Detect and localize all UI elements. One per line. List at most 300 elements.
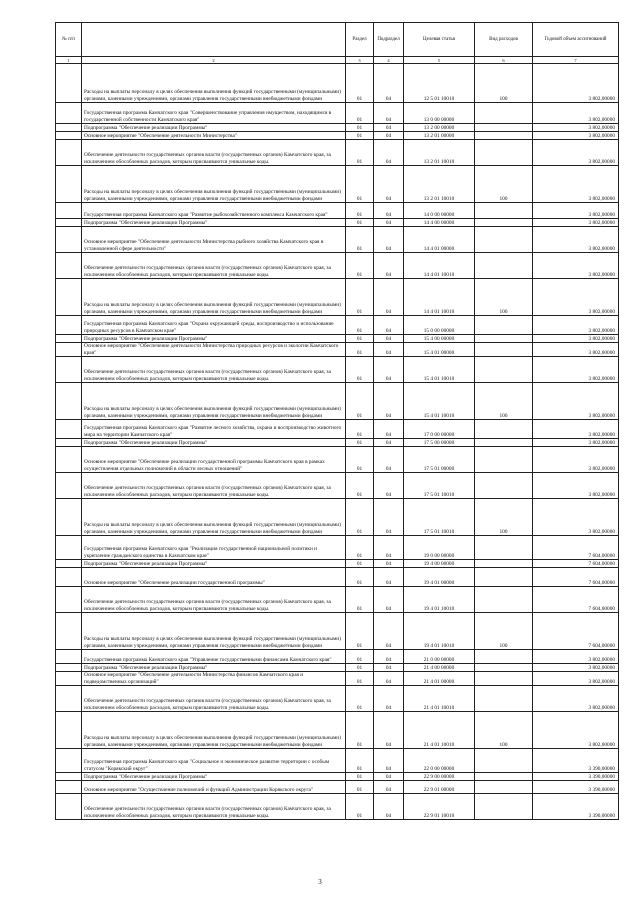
cell-name: Основное мероприятие "Обеспечение деятельности Министерства" xyxy=(82,132,346,140)
cell-razdel: 01 xyxy=(346,568,374,587)
table-body xyxy=(56,64,619,820)
cell-expense-type: 100 xyxy=(475,712,533,749)
table-row xyxy=(56,140,619,166)
cell-expense-type xyxy=(475,536,533,560)
cell-target-article: 13 2 00 00000 xyxy=(404,124,475,132)
cell-name: Расходы на выплаты персоналу в целях обеспечения выполнения функций государственными (муниципальными) органами, казенными учреждениями, органами управления государственными внебюджетными фондами xyxy=(82,279,346,316)
table-row xyxy=(56,253,619,279)
cell-target-article: 19 4 01 00000 xyxy=(404,568,475,587)
cell-podrazdel: 04 xyxy=(374,64,404,103)
cell-number xyxy=(56,447,82,473)
table-row xyxy=(56,219,619,227)
cell-name: Основное мероприятие "Обеспечение деятельности Министерства финансов Камчатского края и подведомственных организаций" xyxy=(82,672,346,686)
header-podrazdel: Подраздел xyxy=(374,23,404,57)
cell-name: Основное мероприятие "Обеспечение реализации государственной программы" xyxy=(82,568,346,587)
cell-razdel: 01 xyxy=(346,672,374,686)
cell-name: Расходы на выплаты персоналу в целях обеспечения выполнения функций государственными (муниципальными) органами, казенными учреждениями, органами управления государственными внебюджетными фондами xyxy=(82,64,346,103)
cell-number xyxy=(56,613,82,650)
table-row xyxy=(56,420,619,439)
column-number: 7 xyxy=(533,57,619,64)
cell-expense-type: 100 xyxy=(475,64,533,103)
column-number-row xyxy=(56,57,619,64)
cell-target-article: 17 5 00 00000 xyxy=(404,439,475,447)
cell-number xyxy=(56,568,82,587)
cell-number xyxy=(56,219,82,227)
cell-expense-type xyxy=(475,781,533,794)
cell-razdel: 01 xyxy=(346,227,374,253)
cell-razdel: 01 xyxy=(346,664,374,672)
cell-expense-type xyxy=(475,132,533,140)
cell-expense-type: 100 xyxy=(475,166,533,203)
table-row xyxy=(56,672,619,686)
cell-target-article: 15 4 01 00000 xyxy=(404,343,475,357)
cell-razdel: 01 xyxy=(346,447,374,473)
cell-expense-type xyxy=(475,253,533,279)
cell-name: Подпрограмма "Обеспечение реализации Программы" xyxy=(82,124,346,132)
cell-expense-type xyxy=(475,124,533,132)
cell-target-article: 12 5 01 10010 xyxy=(404,64,475,103)
cell-target-article: 15 4 00 00000 xyxy=(404,335,475,343)
cell-target-article: 22 9 01 10010 xyxy=(404,794,475,820)
cell-number xyxy=(56,773,82,781)
cell-number xyxy=(56,124,82,132)
cell-target-article: 13 2 01 10010 xyxy=(404,140,475,166)
cell-number xyxy=(56,316,82,335)
cell-razdel: 01 xyxy=(346,560,374,568)
cell-name: Расходы на выплаты персоналу в целях обеспечения выполнения функций государственными (муниципальными) органами, казенными учреждениями, органами управления государственными внебюджетными фондами xyxy=(82,613,346,650)
cell-target-article: 19 4 01 10010 xyxy=(404,587,475,613)
table-row xyxy=(56,587,619,613)
cell-number xyxy=(56,794,82,820)
cell-podrazdel: 04 xyxy=(374,335,404,343)
cell-annual-amount: 7 604,00000 xyxy=(533,536,619,560)
cell-number xyxy=(56,439,82,447)
cell-name: Государственная программа Камчатского края "Охрана окружающей среды, воспроизводство и использование природных ресурсов в Камчатском крае" xyxy=(82,316,346,335)
cell-number xyxy=(56,203,82,219)
cell-target-article: 14 4 01 10010 xyxy=(404,253,475,279)
cell-target-article: 21 4 00 00000 xyxy=(404,664,475,672)
cell-annual-amount: 3 390,00000 xyxy=(533,794,619,820)
cell-name: Обеспечение деятельности государственных органов власти (государственных органов) Камчатского края, за исключением обособленных расходов, которым присваиваются уникальные коды. xyxy=(82,357,346,383)
cell-name: Государственная программа Камчатского края "Развитие рыбохозяйственного комплекса Камчатского края" xyxy=(82,203,346,219)
cell-annual-amount: 3 390,00000 xyxy=(533,781,619,794)
cell-annual-amount: 7 604,00000 xyxy=(533,560,619,568)
cell-annual-amount: 3 802,00000 xyxy=(533,686,619,712)
cell-expense-type: 100 xyxy=(475,383,533,420)
table-row xyxy=(56,749,619,773)
header-razdel: Раздел xyxy=(346,23,374,57)
cell-annual-amount: 3 802,00000 xyxy=(533,650,619,664)
cell-annual-amount: 3 802,00000 xyxy=(533,357,619,383)
cell-name: Расходы на выплаты персоналу в целях обеспечения выполнения функций государственными (муниципальными) органами, казенными учреждениями, органами управления государственными внебюджетными фондами xyxy=(82,383,346,420)
cell-name: Подпрограмма "Обеспечение реализации Программы" xyxy=(82,219,346,227)
table-row xyxy=(56,166,619,203)
cell-number xyxy=(56,343,82,357)
cell-name: Обеспечение деятельности государственных органов власти (государственных органов) Камчатского края, за исключением обособленных расходов, которым присваиваются уникальные коды. xyxy=(82,253,346,279)
cell-podrazdel: 04 xyxy=(374,253,404,279)
cell-name: Государственная программа Камчатского края "Развитие лесного хозяйства, охрана и воспроизводство животного мира на территории Камчатского края" xyxy=(82,420,346,439)
cell-podrazdel: 04 xyxy=(374,650,404,664)
cell-annual-amount: 3 802,00000 xyxy=(533,664,619,672)
cell-number xyxy=(56,166,82,203)
cell-podrazdel: 04 xyxy=(374,357,404,383)
cell-podrazdel: 04 xyxy=(374,103,404,124)
cell-number xyxy=(56,536,82,560)
cell-razdel: 01 xyxy=(346,64,374,103)
table-row xyxy=(56,536,619,560)
table-row xyxy=(56,664,619,672)
cell-target-article: 21 4 01 10010 xyxy=(404,712,475,749)
cell-annual-amount: 7 604,00000 xyxy=(533,587,619,613)
cell-expense-type xyxy=(475,749,533,773)
cell-annual-amount: 3 802,00000 xyxy=(533,124,619,132)
cell-name: Государственная программа Камчатского края "Реализация государственной национальной политики и укрепление гражданского единства в Камчатском крае" xyxy=(82,536,346,560)
table-row xyxy=(56,560,619,568)
cell-podrazdel: 04 xyxy=(374,219,404,227)
table-row xyxy=(56,203,619,219)
cell-annual-amount: 3 802,00000 xyxy=(533,219,619,227)
cell-name: Расходы на выплаты персоналу в целях обеспечения выполнения функций государственными (муниципальными) органами, казенными учреждениями, органами управления государственными внебюджетными фондами xyxy=(82,166,346,203)
table-row xyxy=(56,64,619,103)
cell-target-article: 22 0 00 00000 xyxy=(404,749,475,773)
cell-annual-amount: 3 802,00000 xyxy=(533,712,619,749)
cell-expense-type: 100 xyxy=(475,279,533,316)
table-row xyxy=(56,686,619,712)
cell-number xyxy=(56,499,82,536)
cell-target-article: 15 0 00 00000 xyxy=(404,316,475,335)
cell-target-article: 21 4 01 00000 xyxy=(404,672,475,686)
cell-name: Обеспечение деятельности государственных органов власти (государственных органов) Камчатского края, за исключением обособленных расходов, которым присваиваются уникальные коды. xyxy=(82,140,346,166)
cell-razdel: 01 xyxy=(346,587,374,613)
cell-annual-amount: 3 802,00000 xyxy=(533,383,619,420)
header-number: № п/п xyxy=(56,23,82,57)
cell-razdel: 01 xyxy=(346,140,374,166)
cell-podrazdel: 04 xyxy=(374,140,404,166)
cell-expense-type xyxy=(475,568,533,587)
cell-target-article: 15 4 01 10010 xyxy=(404,383,475,420)
cell-number xyxy=(56,712,82,749)
cell-expense-type xyxy=(475,343,533,357)
cell-expense-type xyxy=(475,672,533,686)
budget-table-sheet xyxy=(55,22,618,820)
cell-target-article: 19 0 00 00000 xyxy=(404,536,475,560)
cell-razdel: 01 xyxy=(346,749,374,773)
table-row xyxy=(56,124,619,132)
cell-podrazdel: 04 xyxy=(374,773,404,781)
table-header-row xyxy=(56,23,619,57)
cell-expense-type xyxy=(475,227,533,253)
cell-expense-type xyxy=(475,219,533,227)
cell-podrazdel: 04 xyxy=(374,227,404,253)
cell-name: Обеспечение деятельности государственных органов власти (государственных органов) Камчатского края, за исключением обособленных расходов, которым присваиваются уникальные коды. xyxy=(82,686,346,712)
cell-razdel: 01 xyxy=(346,343,374,357)
cell-podrazdel: 04 xyxy=(374,124,404,132)
cell-expense-type xyxy=(475,650,533,664)
cell-number xyxy=(56,664,82,672)
table-row xyxy=(56,773,619,781)
table-row xyxy=(56,447,619,473)
table-row xyxy=(56,383,619,420)
table-row xyxy=(56,473,619,499)
table-row xyxy=(56,439,619,447)
cell-number xyxy=(56,672,82,686)
table-row xyxy=(56,613,619,650)
cell-name: Государственная программа Камчатского края "Совершенствование управления имуществом, находящимся в государственной собственности Камчатского края" xyxy=(82,103,346,124)
cell-name: Обеспечение деятельности государственных органов власти (государственных органов) Камчатского края, за исключением обособленных расходов, которым присваиваются уникальные коды. xyxy=(82,794,346,820)
cell-target-article: 21 0 00 00000 xyxy=(404,650,475,664)
cell-annual-amount: 3 802,00000 xyxy=(533,166,619,203)
cell-podrazdel: 04 xyxy=(374,712,404,749)
table-row xyxy=(56,279,619,316)
cell-name: Основное мероприятие "Осуществление полномочий и функций Администрации Корякского округа" xyxy=(82,781,346,794)
cell-podrazdel: 04 xyxy=(374,203,404,219)
cell-annual-amount: 3 390,00000 xyxy=(533,749,619,773)
cell-number xyxy=(56,64,82,103)
cell-target-article: 21 4 01 10010 xyxy=(404,686,475,712)
table-row xyxy=(56,132,619,140)
cell-target-article: 14 0 00 00000 xyxy=(404,203,475,219)
cell-name: Основное мероприятие "Обеспечение деятельности Министерства рыбного хозяйства Камчатского края в установленной сфере деятельности" xyxy=(82,227,346,253)
cell-annual-amount: 3 802,00000 xyxy=(533,132,619,140)
cell-expense-type xyxy=(475,140,533,166)
cell-target-article: 22 9 01 00000 xyxy=(404,781,475,794)
cell-expense-type xyxy=(475,420,533,439)
cell-podrazdel: 04 xyxy=(374,316,404,335)
cell-razdel: 01 xyxy=(346,499,374,536)
cell-number xyxy=(56,103,82,124)
column-number: 6 xyxy=(475,57,533,64)
cell-annual-amount: 3 802,00000 xyxy=(533,253,619,279)
cell-razdel: 01 xyxy=(346,794,374,820)
page-number: 3 xyxy=(318,878,322,886)
cell-name: Государственная программа Камчатского края "Социальное и экономическое развитие территории с особым статусом "Корякский округ" xyxy=(82,749,346,773)
cell-annual-amount: 3 802,00000 xyxy=(533,335,619,343)
cell-razdel: 01 xyxy=(346,357,374,383)
cell-podrazdel: 04 xyxy=(374,473,404,499)
cell-name: Подпрограмма "Обеспечение реализации Программы" xyxy=(82,664,346,672)
table-row xyxy=(56,103,619,124)
table-row xyxy=(56,227,619,253)
cell-target-article: 14 4 01 10010 xyxy=(404,279,475,316)
cell-expense-type xyxy=(475,664,533,672)
cell-annual-amount: 3 802,00000 xyxy=(533,140,619,166)
cell-number xyxy=(56,587,82,613)
column-number: 1 xyxy=(56,57,82,64)
cell-target-article: 17 5 01 10010 xyxy=(404,499,475,536)
cell-target-article: 17 5 01 10010 xyxy=(404,473,475,499)
table-row xyxy=(56,650,619,664)
cell-podrazdel: 04 xyxy=(374,686,404,712)
cell-podrazdel: 04 xyxy=(374,587,404,613)
cell-expense-type xyxy=(475,439,533,447)
cell-number xyxy=(56,686,82,712)
cell-razdel: 01 xyxy=(346,686,374,712)
cell-annual-amount: 3 802,00000 xyxy=(533,343,619,357)
cell-razdel: 01 xyxy=(346,132,374,140)
table-row xyxy=(56,794,619,820)
cell-podrazdel: 04 xyxy=(374,794,404,820)
cell-annual-amount: 3 802,00000 xyxy=(533,316,619,335)
cell-razdel: 01 xyxy=(346,613,374,650)
cell-razdel: 01 xyxy=(346,219,374,227)
cell-annual-amount: 7 604,00000 xyxy=(533,568,619,587)
cell-name: Обеспечение деятельности государственных органов власти (государственных органов) Камчатского края, за исключением обособленных расходов, которым присваиваются уникальные коды. xyxy=(82,587,346,613)
cell-expense-type xyxy=(475,335,533,343)
cell-razdel: 01 xyxy=(346,473,374,499)
cell-number xyxy=(56,357,82,383)
cell-razdel: 01 xyxy=(346,712,374,749)
cell-expense-type xyxy=(475,447,533,473)
cell-target-article: 14 4 01 00000 xyxy=(404,227,475,253)
cell-target-article: 13 2 01 00000 xyxy=(404,132,475,140)
cell-target-article: 19 4 01 10010 xyxy=(404,613,475,650)
column-number: 5 xyxy=(404,57,475,64)
cell-podrazdel: 04 xyxy=(374,613,404,650)
cell-podrazdel: 04 xyxy=(374,568,404,587)
table-row xyxy=(56,568,619,587)
table-row xyxy=(56,712,619,749)
cell-name: Расходы на выплаты персоналу в целях обеспечения выполнения функций государственными (муниципальными) органами, казенными учреждениями, органами управления государственными внебюджетными фондами xyxy=(82,712,346,749)
column-number: 2 xyxy=(82,57,346,64)
cell-expense-type xyxy=(475,203,533,219)
cell-number xyxy=(56,650,82,664)
cell-razdel: 01 xyxy=(346,124,374,132)
cell-expense-type xyxy=(475,587,533,613)
cell-name: Основное мероприятие "Обеспечение реализации государственной программы Камчатского края в рамках осуществления отдельных полномочий в области лесных отношений" xyxy=(82,447,346,473)
table-row xyxy=(56,781,619,794)
cell-number xyxy=(56,253,82,279)
column-number: 4 xyxy=(374,57,404,64)
header-target-article: Целевая статья xyxy=(404,23,475,57)
cell-razdel: 01 xyxy=(346,166,374,203)
cell-name: Подпрограмма "Обеспечение реализации Программы" xyxy=(82,335,346,343)
cell-target-article: 13 0 00 00000 xyxy=(404,103,475,124)
cell-annual-amount: 3 802,00000 xyxy=(533,64,619,103)
table-row xyxy=(56,316,619,335)
cell-razdel: 01 xyxy=(346,650,374,664)
header-expense-type: Вид расходов xyxy=(475,23,533,57)
cell-annual-amount: 3 802,00000 xyxy=(533,279,619,316)
cell-expense-type xyxy=(475,686,533,712)
cell-target-article: 13 2 01 10010 xyxy=(404,166,475,203)
cell-expense-type xyxy=(475,773,533,781)
cell-podrazdel: 04 xyxy=(374,420,404,439)
cell-podrazdel: 04 xyxy=(374,343,404,357)
cell-razdel: 01 xyxy=(346,279,374,316)
cell-expense-type xyxy=(475,316,533,335)
table-row xyxy=(56,343,619,357)
cell-podrazdel: 04 xyxy=(374,132,404,140)
cell-number xyxy=(56,132,82,140)
cell-razdel: 01 xyxy=(346,335,374,343)
cell-expense-type xyxy=(475,103,533,124)
cell-expense-type xyxy=(475,794,533,820)
cell-number xyxy=(56,335,82,343)
cell-annual-amount: 3 802,00000 xyxy=(533,499,619,536)
cell-number xyxy=(56,749,82,773)
cell-podrazdel: 04 xyxy=(374,536,404,560)
budget-table xyxy=(55,22,619,820)
cell-razdel: 01 xyxy=(346,773,374,781)
cell-expense-type xyxy=(475,473,533,499)
cell-number xyxy=(56,383,82,420)
cell-number xyxy=(56,227,82,253)
cell-annual-amount: 3 802,00000 xyxy=(533,672,619,686)
cell-expense-type xyxy=(475,560,533,568)
cell-podrazdel: 04 xyxy=(374,499,404,536)
cell-podrazdel: 04 xyxy=(374,672,404,686)
cell-name: Подпрограмма "Обеспечение реализации Программы" xyxy=(82,773,346,781)
cell-annual-amount: 3 802,00000 xyxy=(533,227,619,253)
cell-annual-amount: 3 390,00000 xyxy=(533,773,619,781)
cell-target-article: 17 0 00 00000 xyxy=(404,420,475,439)
cell-razdel: 01 xyxy=(346,253,374,279)
cell-number xyxy=(56,473,82,499)
cell-annual-amount: 3 802,00000 xyxy=(533,103,619,124)
cell-razdel: 01 xyxy=(346,203,374,219)
cell-razdel: 01 xyxy=(346,103,374,124)
cell-razdel: 01 xyxy=(346,439,374,447)
cell-razdel: 01 xyxy=(346,781,374,794)
cell-podrazdel: 04 xyxy=(374,166,404,203)
table-row xyxy=(56,335,619,343)
cell-target-article: 22 9 00 00000 xyxy=(404,773,475,781)
cell-podrazdel: 04 xyxy=(374,749,404,773)
cell-podrazdel: 04 xyxy=(374,781,404,794)
cell-annual-amount: 3 802,00000 xyxy=(533,203,619,219)
column-number: 3 xyxy=(346,57,374,64)
cell-annual-amount: 3 802,00000 xyxy=(533,439,619,447)
cell-name: Государственная программа Камчатского края "Управление государственными финансами Камчатского края" xyxy=(82,650,346,664)
cell-number xyxy=(56,560,82,568)
header-annual-amount: Годовой объем ассигнований xyxy=(533,23,619,57)
table-row xyxy=(56,499,619,536)
cell-razdel: 01 xyxy=(346,420,374,439)
cell-annual-amount: 3 802,00000 xyxy=(533,447,619,473)
cell-name: Обеспечение деятельности государственных органов власти (государственных органов) Камчатского края, за исключением обособленных расходов, которым присваиваются уникальные коды. xyxy=(82,473,346,499)
cell-target-article: 15 4 01 10010 xyxy=(404,357,475,383)
cell-target-article: 17 5 01 00000 xyxy=(404,447,475,473)
cell-number xyxy=(56,781,82,794)
cell-razdel: 01 xyxy=(346,383,374,420)
cell-annual-amount: 3 802,00000 xyxy=(533,420,619,439)
cell-podrazdel: 04 xyxy=(374,447,404,473)
cell-podrazdel: 04 xyxy=(374,383,404,420)
cell-name: Подпрограмма "Обеспечение реализации Программы" xyxy=(82,560,346,568)
cell-expense-type xyxy=(475,357,533,383)
cell-expense-type: 100 xyxy=(475,613,533,650)
cell-number xyxy=(56,420,82,439)
cell-annual-amount: 3 802,00000 xyxy=(533,473,619,499)
cell-number xyxy=(56,279,82,316)
cell-podrazdel: 04 xyxy=(374,664,404,672)
cell-expense-type: 100 xyxy=(475,499,533,536)
cell-annual-amount: 7 604,00000 xyxy=(533,613,619,650)
cell-podrazdel: 04 xyxy=(374,279,404,316)
cell-target-article: 19 4 00 00000 xyxy=(404,560,475,568)
header-name xyxy=(82,23,346,57)
cell-podrazdel: 04 xyxy=(374,560,404,568)
cell-razdel: 01 xyxy=(346,316,374,335)
cell-razdel: 01 xyxy=(346,536,374,560)
cell-podrazdel: 04 xyxy=(374,439,404,447)
cell-target-article: 14 4 00 00000 xyxy=(404,219,475,227)
cell-name: Подпрограмма "Обеспечение реализации Программы" xyxy=(82,439,346,447)
cell-number xyxy=(56,140,82,166)
cell-name: Расходы на выплаты персоналу в целях обеспечения выполнения функций государственными (муниципальными) органами, казенными учреждениями, органами управления государственными внебюджетными фондами xyxy=(82,499,346,536)
table-row xyxy=(56,357,619,383)
cell-name: Основное мероприятие "Обеспечение деятельности Министерства природных ресурсов и экологии Камчатского края" xyxy=(82,343,346,357)
